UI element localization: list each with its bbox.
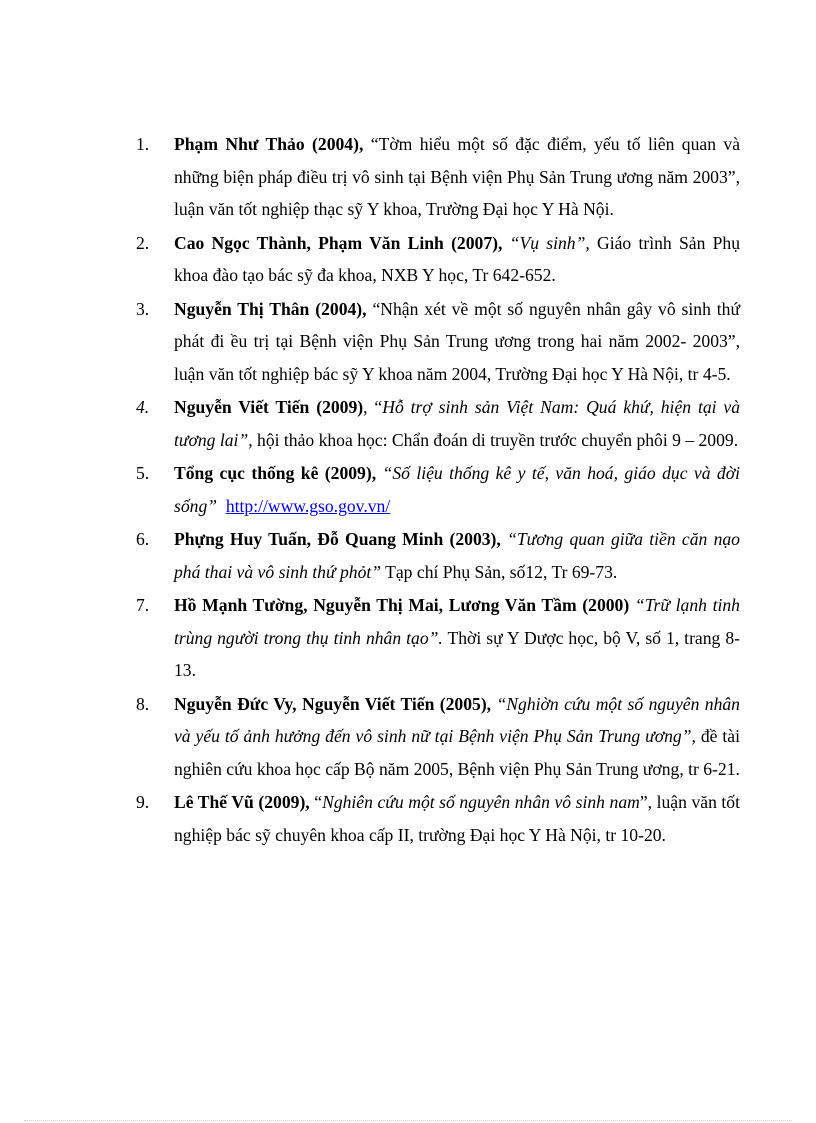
reference-list [0,128,816,851]
reference-title: Hỗ trợ sinh sản Việt Nam: Quá khứ, hiện tại và tương lai”, [174,397,741,450]
reference-item-7 [0,589,816,687]
reference-details: hội thảo khoa học: Chẩn đoán di truyền trước chuyển phôi 9 – 2009. [252,429,739,450]
reference-item-9 [0,786,816,851]
reference-number: 8. [136,693,150,714]
reference-authors: Lê Thế Vũ (2009), [174,792,310,813]
reference-item-5 [0,457,816,522]
reference-number: 2. [136,232,150,253]
reference-authors: Tổng cục thống kê (2009), [174,463,377,484]
reference-title: “Tương quan giữa tiền căn nạo phá thai và vô sinh thứ phỏt” [174,529,740,582]
reference-title: “Nghiờn cứu một số nguyên nhân và yếu tố ảnh hưởng đến vô sinh nữ tại Bệnh viện Phụ Sản Trung ương”, [174,693,740,747]
reference-title: “Trữ lạnh tinh trùng người trong thụ tinh nhân tạo”. [174,595,740,648]
reference-item-2 [0,227,816,292]
reference-item-6 [0,523,816,588]
reference-title: Nghiên cứu một số nguyên nhân vô sinh nam [322,792,640,813]
reference-details: đề tài nghiên cứu khoa học cấp Bộ năm 2005, Bệnh viện Phụ Sản Trung ương, tr 6-21. [174,726,740,779]
reference-details: Tạp chí Phụ Sản, số12, Tr 69-73. [381,561,618,582]
page-bottom-divider [24,1120,792,1121]
reference-details: Thời sự Y Dược học, bộ V, số 1, trang 8-13. [174,627,740,681]
reference-title: “Vụ sinh”, [509,232,590,253]
reference-item-4 [0,391,816,456]
reference-separator: , “ [363,397,383,418]
reference-authors: Phựng Huy Tuấn, Đỗ Quang Minh (2003), [174,529,501,550]
reference-authors: Nguyễn Đức Vy, Nguyễn Viết Tiến (2005), [174,693,492,714]
reference-item-3 [0,293,816,391]
reference-number: 1. [136,134,150,154]
reference-authors: Hồ Mạnh Tường, Nguyễn Thị Mai, Lương Văn Tầm (2000) [174,595,630,616]
reference-title: “Nhận xét về một số nguyên nhân gây vô sinh thứ phát đi ều trị tại Bệnh viện Phụ Sản Trung ương trong hai năm 2002- 2003” [174,298,740,352]
reference-separator: “ [309,792,323,813]
reference-title: “Tờm hiểu một số đặc điểm, yếu tố liên quan và những biện pháp điều trị vô sinh tại Bệnh viện Phụ Sản Trung ương năm 2003” [174,134,741,187]
reference-number: 7. [136,595,150,616]
reference-details: , luận văn tốt nghiệp thạc sỹ Y khoa, Trường Đại học Y Hà Nội. [174,166,740,220]
reference-number: 3. [136,298,150,319]
reference-item-1 [0,128,816,226]
reference-title: “Số liệu thống kê y tế, văn hoá, giáo dục và đời sống” [174,463,741,516]
reference-authors: Nguyễn Viết Tiến (2009) [174,397,364,418]
reference-authors: Phạm Như Thảo (2004), [174,134,364,154]
reference-link[interactable]: http://www.gso.gov.vn/ [225,495,391,516]
reference-number: 6. [136,529,150,550]
reference-number: 5. [136,463,150,484]
reference-details: Giáo trình Sản Phụ khoa đào tạo bác sỹ đa khoa, NXB Y học, Tr 642-652. [174,232,740,286]
reference-number: 4. [136,397,150,418]
reference-details: , luận văn tốt nghiệp bác sỹ Y khoa năm 2004, Trường Đại học Y Hà Nội, tr 4-5. [174,331,740,384]
reference-authors: Cao Ngọc Thành, Phạm Văn Linh (2007), [174,232,503,253]
reference-item-8 [0,688,816,786]
reference-authors: Nguyễn Thị Thân (2004), [174,298,367,319]
reference-details: ”, luận văn tốt nghiệp bác sỹ chuyên khoa cấp II, trường Đại học Y Hà Nội, tr 10-20. [174,792,740,845]
reference-number: 9. [136,792,150,813]
